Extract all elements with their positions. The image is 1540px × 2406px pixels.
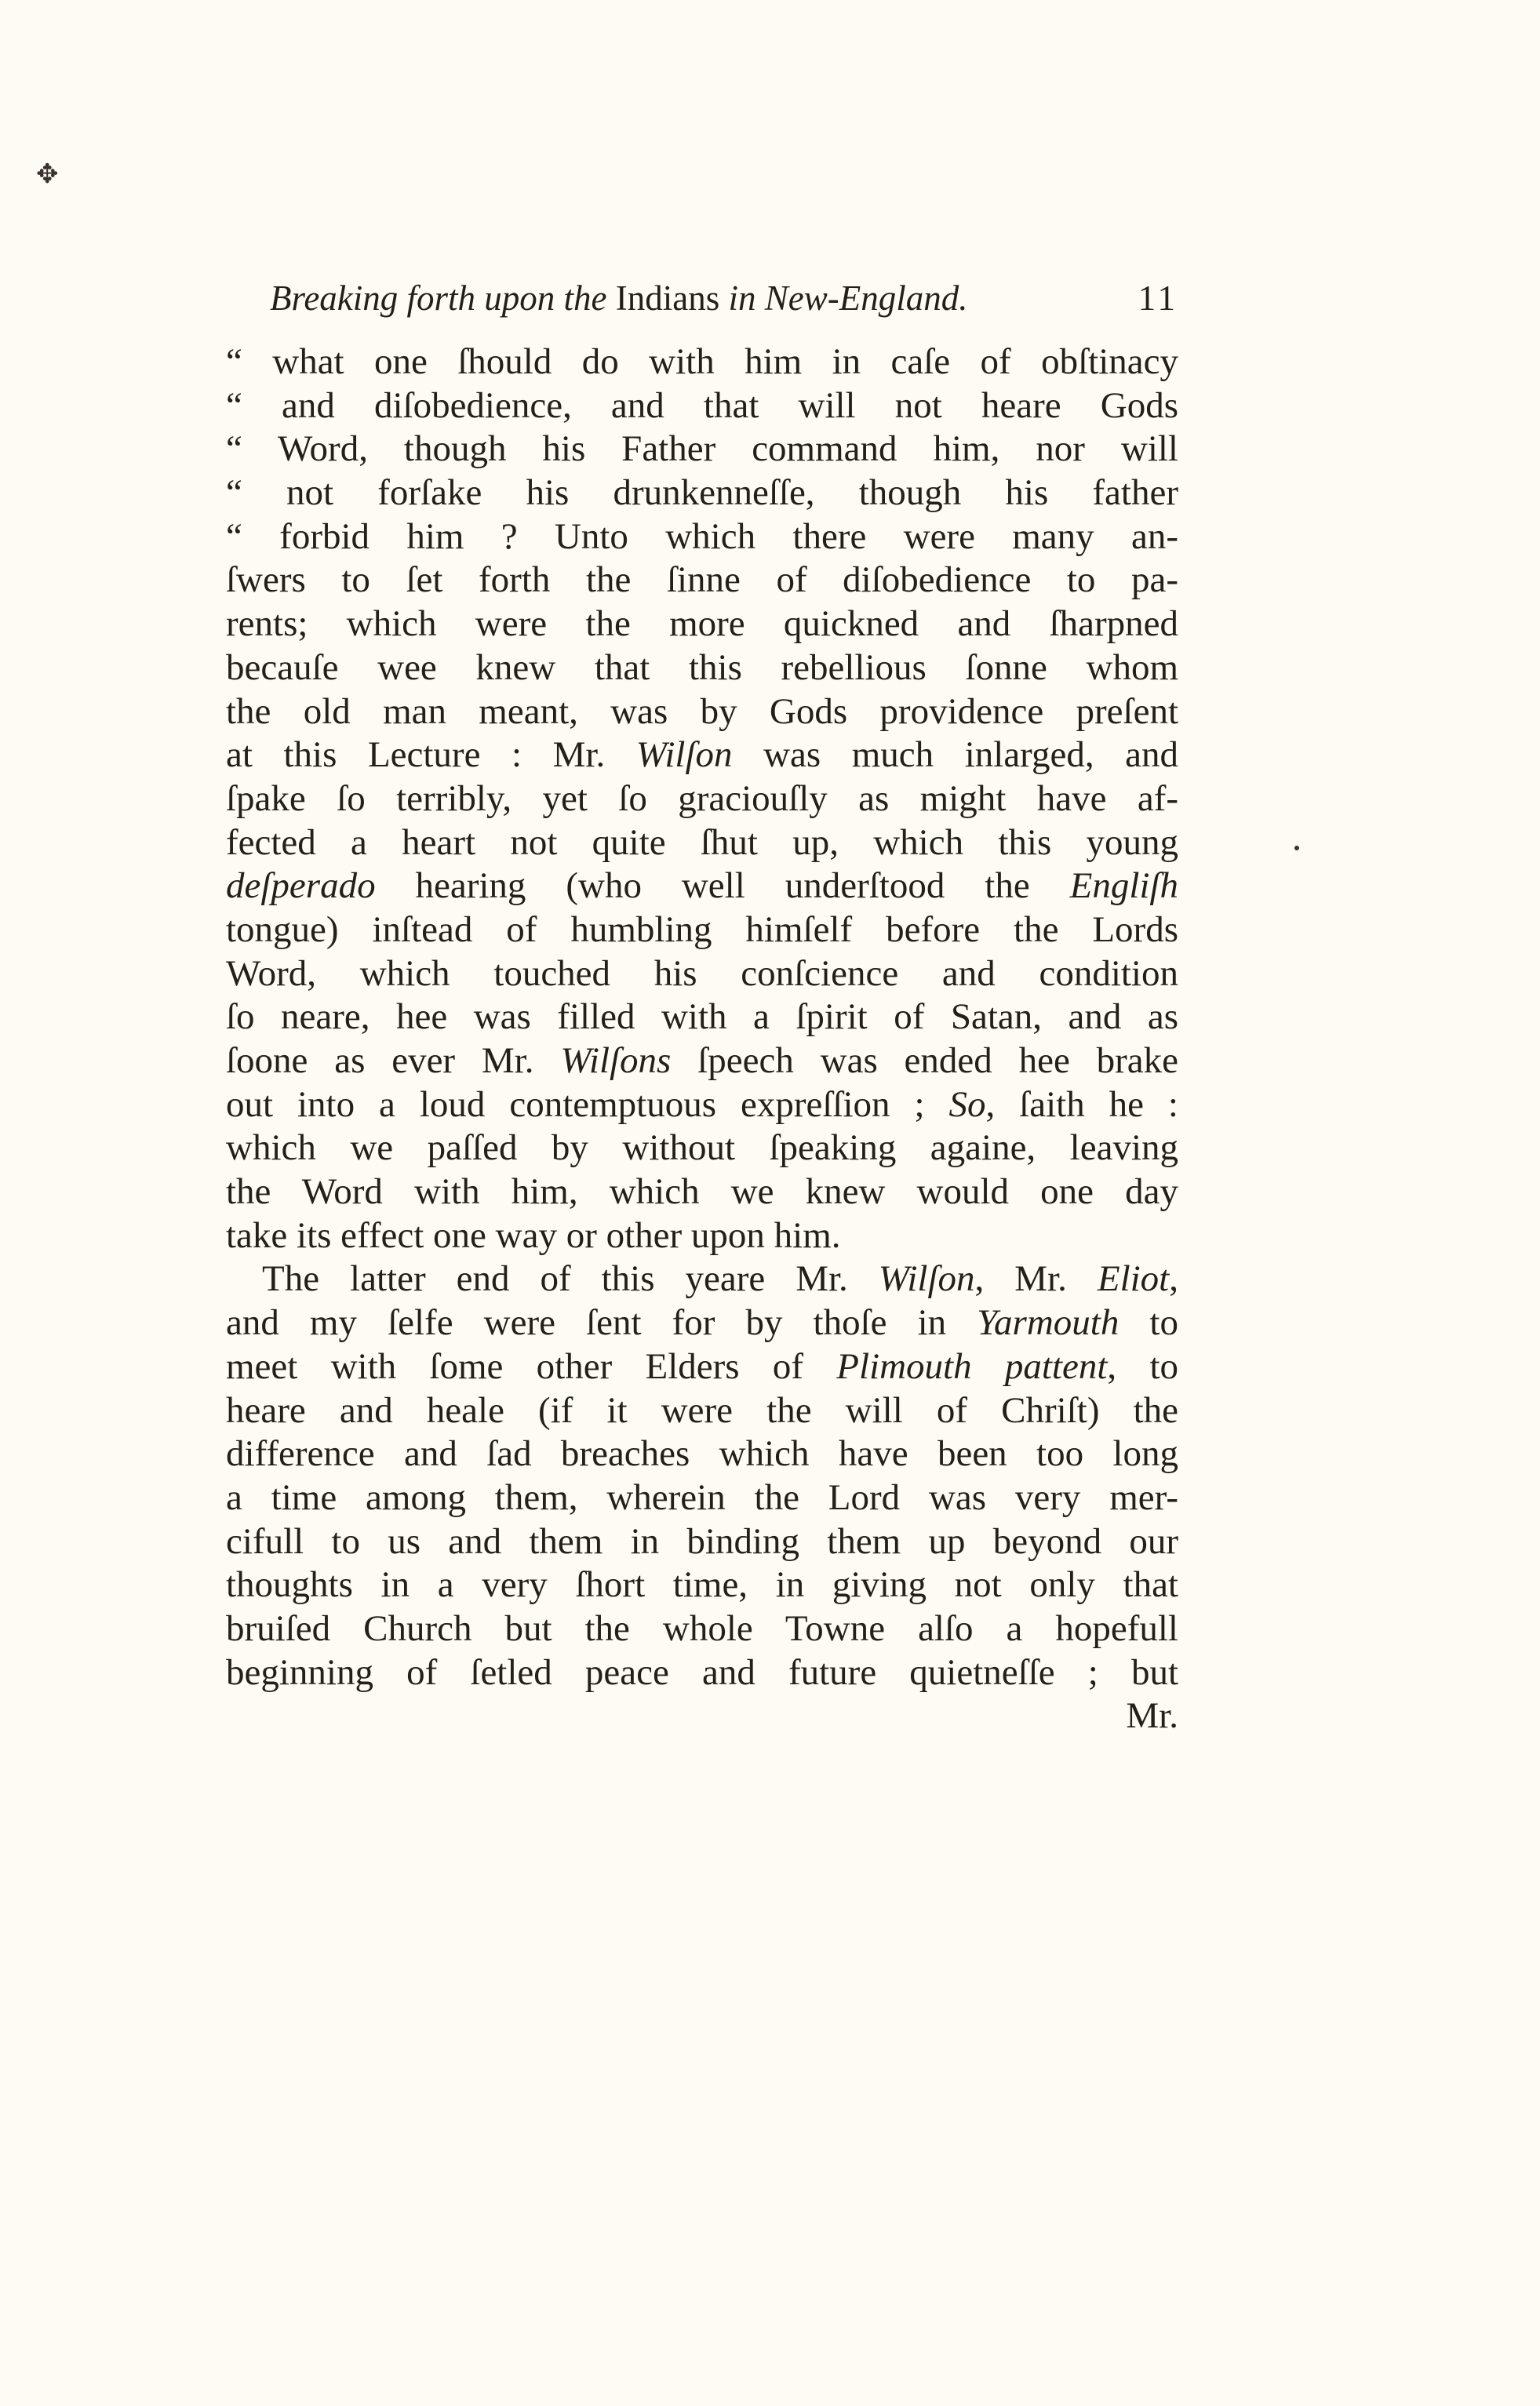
text-line: meet with ſome other Elders of Plimouth pattent, to xyxy=(226,1345,1178,1387)
text-line: ſoone as ever Mr. Wilſons ſpeech was ended hee brake xyxy=(226,1040,1178,1081)
text-line: the Word with him, which we knew would one day xyxy=(226,1171,1178,1213)
text-line: “ Word, though his Father command him, nor will xyxy=(226,428,1178,470)
text-line: heare and heale (if it were the will of Chriſt) the xyxy=(226,1389,1178,1431)
text-line: rents; which were the more quickned and ſharpned xyxy=(226,603,1178,645)
running-head-title: Breaking forth upon the Indians in New-England. xyxy=(270,278,968,318)
text-line: “ forbid him ? Unto which there were many an- xyxy=(226,515,1178,557)
text-line: fected a heart not quite ſhut up, which this young xyxy=(226,821,1178,863)
text-line: which we paſſed by without ſpeaking againe, leaving xyxy=(226,1127,1178,1169)
text-line: ſpake ſo terribly, yet ſo graciouſly as might have af- xyxy=(226,777,1178,819)
fleuron-ornament-icon: ✥ xyxy=(36,160,59,189)
text-line: beginning of ſetled peace and future quietneſſe ; but xyxy=(226,1651,1178,1693)
page-number: 11 xyxy=(1138,278,1178,318)
text-line: “ what one ſhould do with him in caſe of obſtinacy xyxy=(226,341,1178,382)
text-line: and my ſelfe were ſent for by thoſe in Yarmouth to xyxy=(226,1302,1178,1344)
text-line: take its effect one way or other upon him. xyxy=(226,1214,841,1256)
body-text xyxy=(226,340,1178,1738)
ink-speck xyxy=(1294,846,1299,850)
text-line: tongue) inſtead of humbling himſelf before the Lords xyxy=(226,908,1178,950)
text-line: a time among them, wherein the Lord was very mer- xyxy=(226,1476,1178,1518)
text-line: ſwers to ſet forth the ſinne of diſobedience to pa- xyxy=(226,559,1178,601)
text-line: difference and ſad breaches which have been too long xyxy=(226,1433,1178,1475)
running-head xyxy=(270,270,1178,326)
text-line: The latter end of this yeare Mr. Wilſon, Mr. Eliot, xyxy=(262,1258,1178,1300)
text-line: deſperado hearing (who well underſtood the Engliſh xyxy=(226,865,1178,907)
text-line: out into a loud contemptuous expreſſion ; So, ſaith he : xyxy=(226,1083,1178,1125)
text-line: “ not forſake his drunkenneſſe, though his father xyxy=(226,472,1178,514)
text-line: Word, which touched his conſcience and condition xyxy=(226,952,1178,994)
text-line: becauſe wee knew that this rebellious ſonne whom xyxy=(226,646,1178,688)
text-line: cifull to us and them in binding them up beyond our xyxy=(226,1520,1178,1562)
text-line: bruiſed Church but the whole Towne alſo a hopefull xyxy=(226,1607,1178,1649)
text-line: thoughts in a very ſhort time, in giving not only that xyxy=(226,1564,1178,1606)
text-line: the old man meant, was by Gods providence preſent xyxy=(226,690,1178,732)
text-line: ſo neare, hee was filled with a ſpirit of Satan, and as xyxy=(226,996,1178,1038)
text-line: “ and diſobedience, and that will not heare Gods xyxy=(226,384,1178,426)
catchword: Mr. xyxy=(1126,1695,1178,1737)
text-line: at this Lecture : Mr. Wilſon was much inlarged, and xyxy=(226,734,1179,776)
